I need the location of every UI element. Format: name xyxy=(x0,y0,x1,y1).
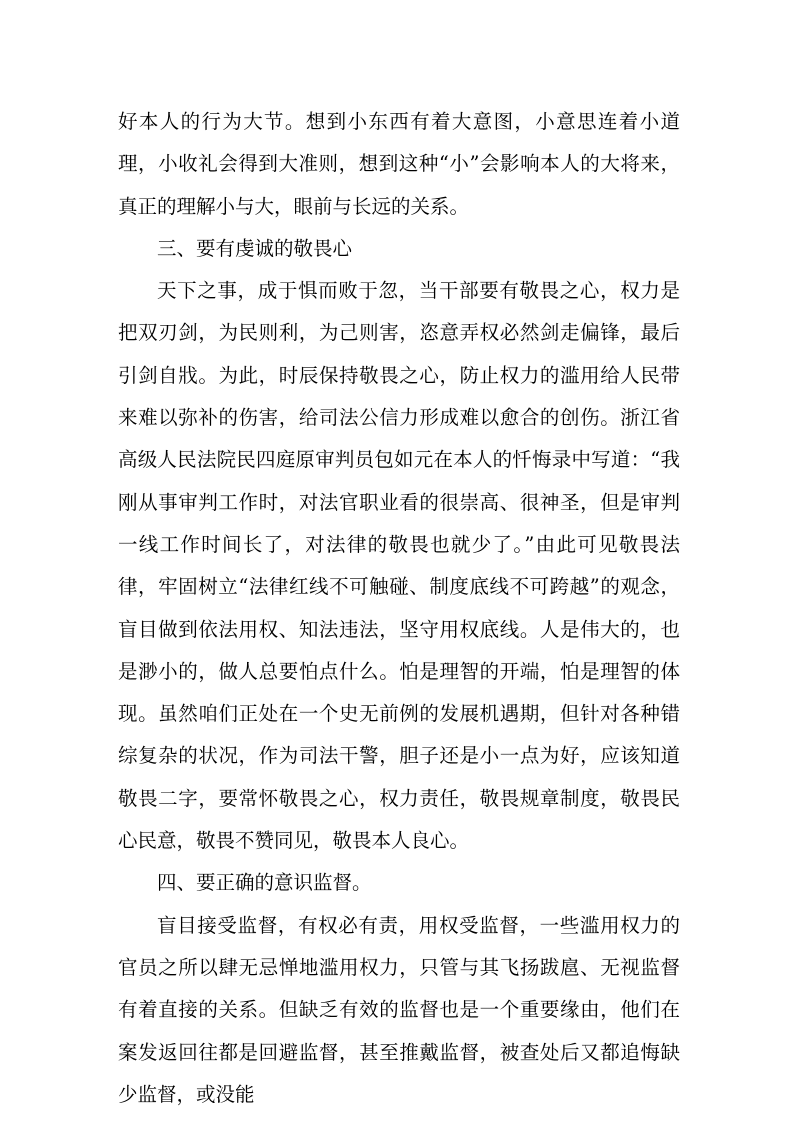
body-paragraph-continued: 好本人的行为大节。想到小东西有着大意图，小意思连着小道理，小收礼会得到大准则，想到这种“小”会影响本人的大将来，真正的理解小与大，眼前与长远的关系。 xyxy=(118,110,680,218)
body-paragraph: 天下之事，成于惧而败于忽，当干部要有敬畏之心，权力是把双刃剑，为民则利，为己则害，恣意弄权必然剑走偏锋，最后引剑自戕。为此，时辰保持敬畏之心，防止权力的滥用给人民带来难以弥补的伤害，给司法公信力形成难以愈合的创伤。浙江省高级人民法院民四庭原审判员包如元在本人的忏悔录中写道：“我刚从事审判工作时，对法官职业看的很崇高、很神圣，但是审判一线工作时间长了，对法律的敬畏也就少了。”由此可见敬畏法律，牢固树立“法律红线不可触碰、制度底线不可跨越”的观念，盲目做到依法用权、知法违法，坚守用权底线。人是伟大的，也是渺小的，做人总要怕点什么。怕是理智的开端，怕是理智的体现。虽然咱们正处在一个史无前例的发展机遇期，但针对各种错综复杂的状况，作为司法干警，胆子还是小一点为好，应该知道敬畏二字，要常怀敬畏之心，权力责任，敬畏规章制度，敬畏民心民意，敬畏不赞同见，敬畏本人良心。 xyxy=(118,279,680,853)
body-paragraph: 盲目接受监督，有权必有责，用权受监督，一些滥用权力的官员之所以肆无忌惮地滥用权力，只管与其飞扬跋扈、无视监督有着直接的关系。但缺乏有效的监督也是一个重要缘由，他们在案发返回往都是回避监督，甚至推戴监督，被查处后又都追悔缺少监督，或没能 xyxy=(118,913,680,1106)
section-heading-three: 三、要有虔诚的敬畏心 xyxy=(157,236,353,260)
section-heading-four: 四、要正确的意识监督。 xyxy=(157,871,372,895)
document-body xyxy=(118,101,680,1116)
